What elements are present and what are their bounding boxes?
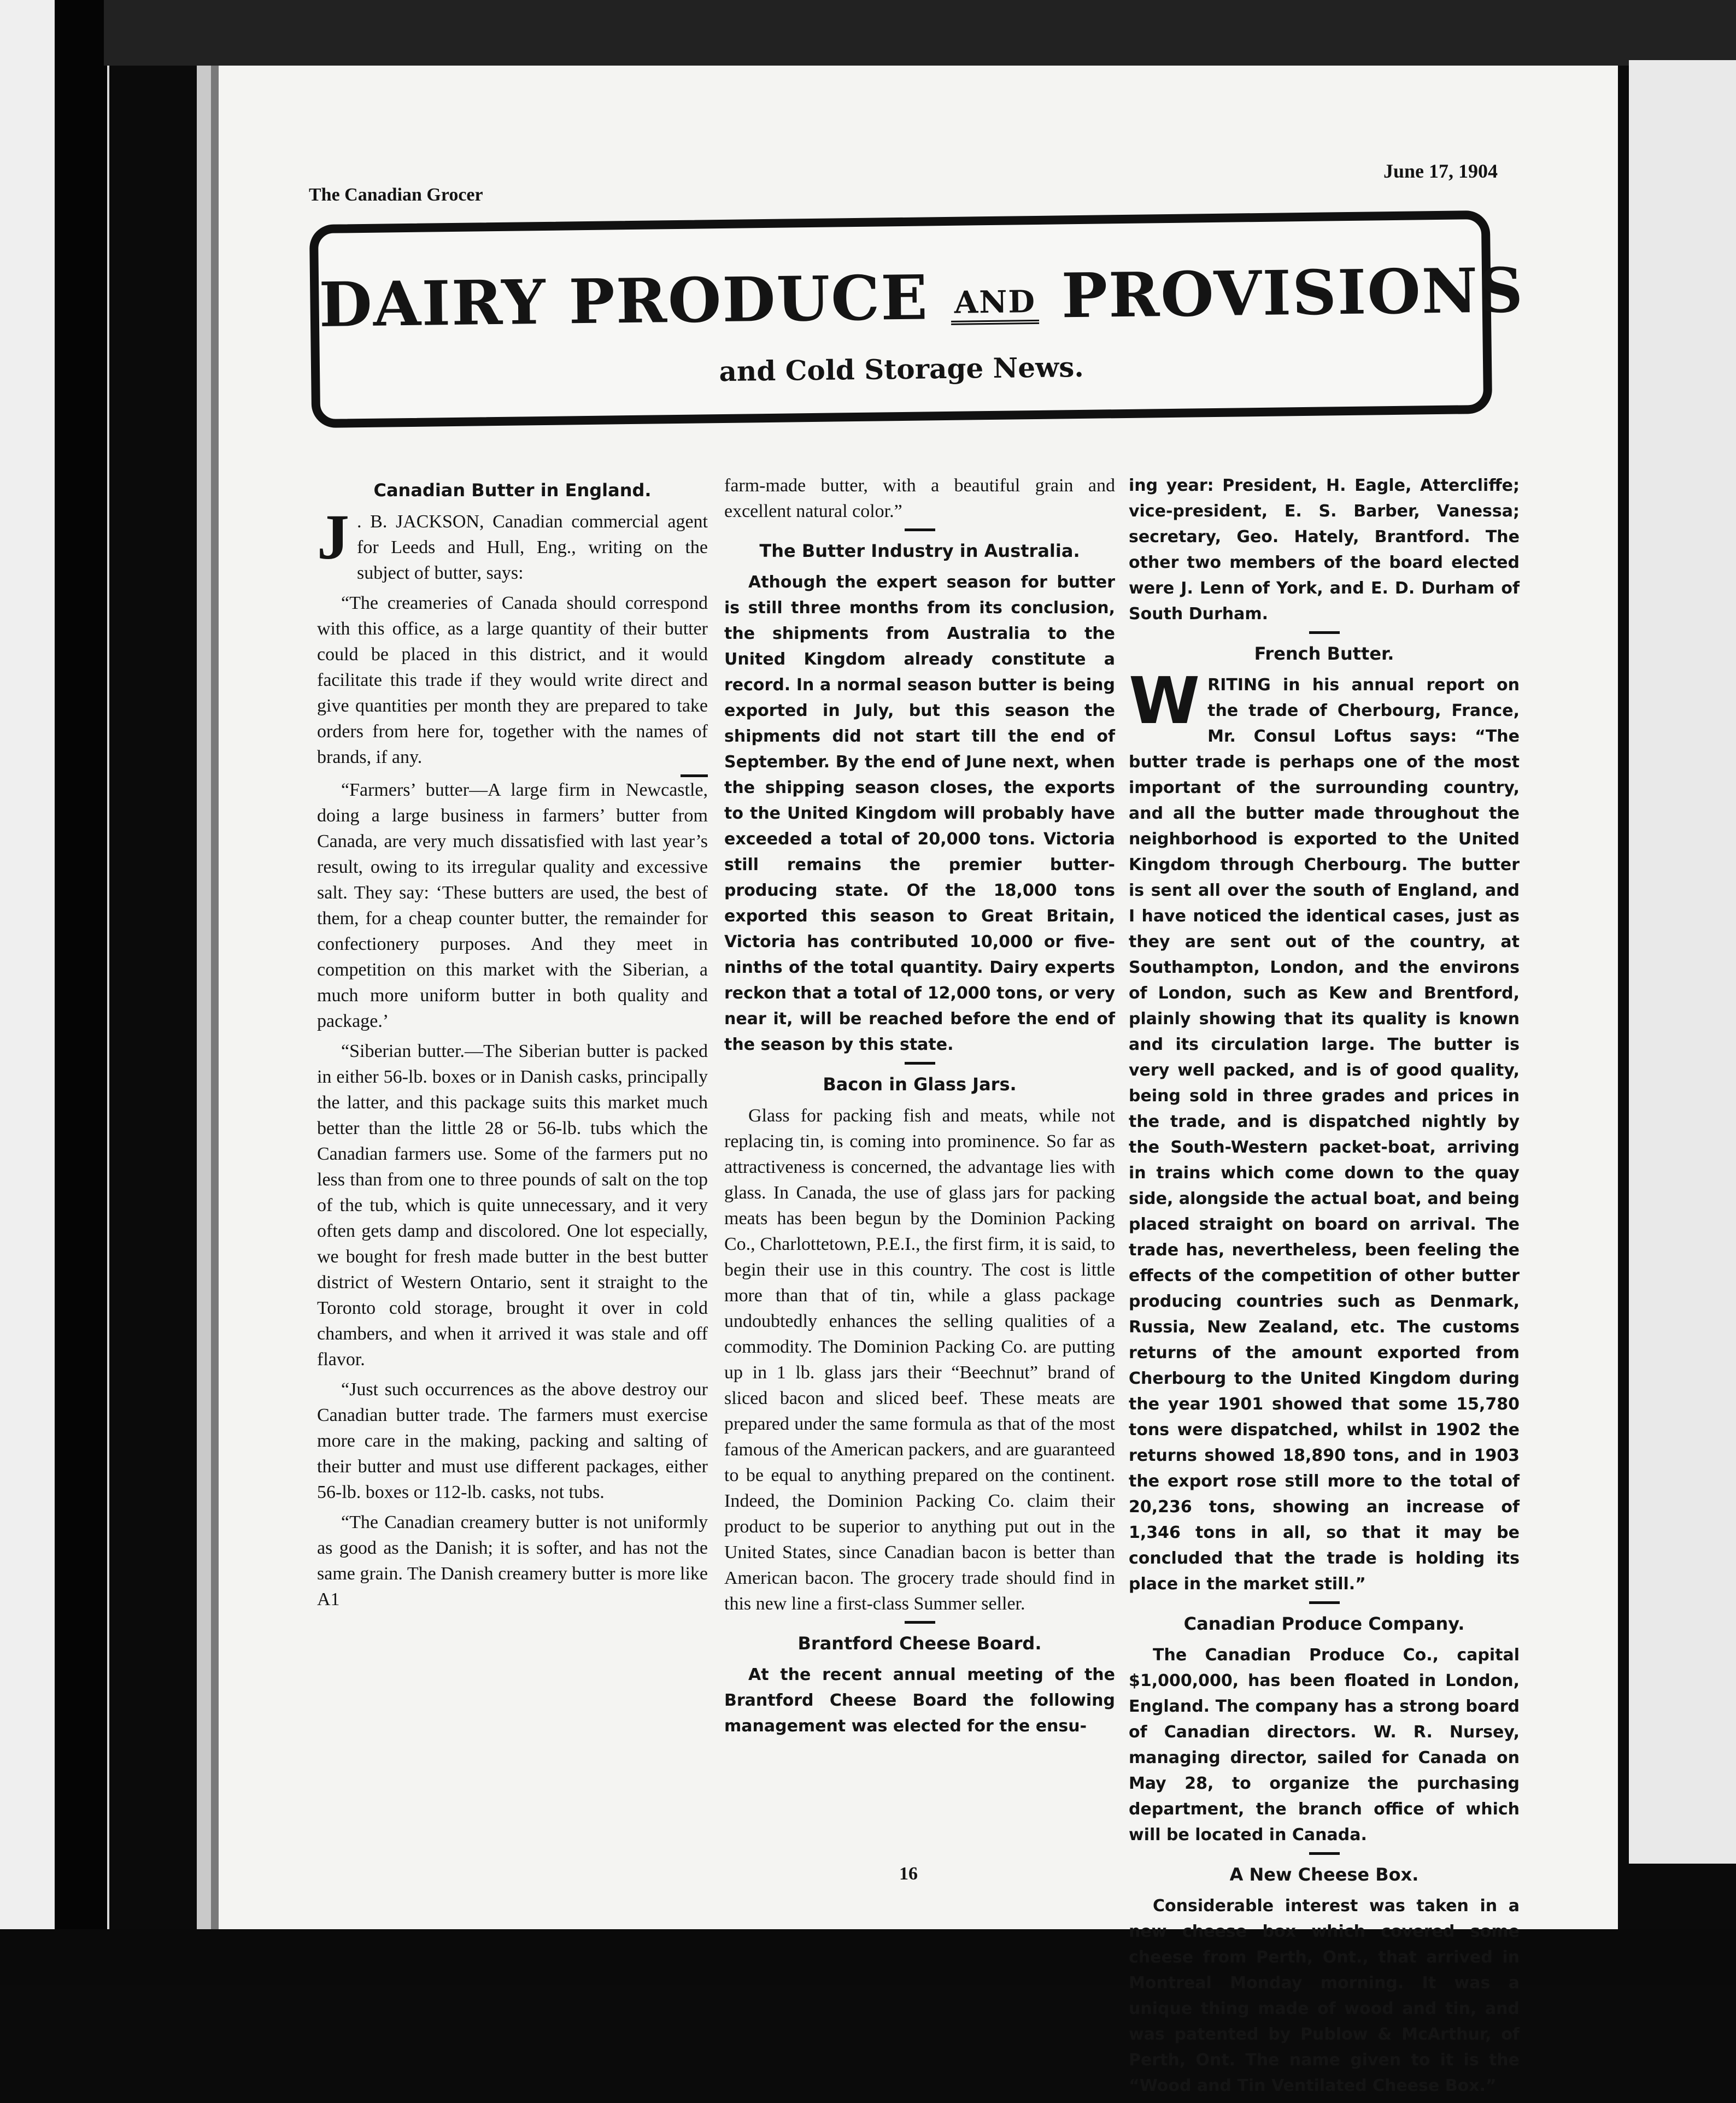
article-body-french [1129,663,1520,1597]
article-heading-cheese-box: A New Cheese Box. [1229,1864,1419,1885]
adjacent-page-edge [0,0,55,1985]
column-1 [317,473,708,1617]
adjacent-page-right [1629,60,1736,1864]
book-spine [55,0,107,1985]
article-body-australia [724,569,1115,1058]
paragraph-text: . B. JACKSON, Canadian commercial agent for Leeds and Hull, Eng., writing on the subject of butter, says: [357,512,708,583]
column-3 [1129,473,1520,2103]
banner-subtitle: and Cold Storage News. [719,350,1084,388]
issue-date: June 17, 1904 [1383,160,1498,182]
publication-name: The Canadian Grocer [309,185,483,205]
paragraph-text: RITING in his annual report on the trade of Cherbourg, France, Mr. Consul Loftus says: “The butter trade is perhaps one of the most important of the surrounding country, and all the butter made throughout the neighborhood is exported to the United Kingdom through Cherbourg. The butter is sent all over the south of England, and I have noticed the identical cases, just as they are sent out of the country, at Southampton, London, and the environs of London, such as Kew and Brentford, plainly showing that its quality is known and its circulation large. The butter is very well packed, and is of good quality, being sold in three grades and prices in the trade, and is dispatched nightly by the South-Western packet-boat, arriving in trains which come down to the quay side, alongside the actual boat, and being placed straight on board on arrival. The trade has, nevertheless, been feeling the effects of the competition of other butter producing countries such as Denmark, Russia, New Zealand, etc. The customs returns of the amount exported from Cherbourg to the United Kingdom during the year 1901 showed that some 15,780 tons were dispatched, whilst in 1902 the returns showed 18,890 tons, and in 1903 the export rose still more to the total of 20,236 tons, showing an increase of 1,346 tons in all, so that it may be concluded that the trade is holding its place in the market still.” [1129,675,1520,1594]
article-paragraph: “The Canadian creamery butter is not uniformly as good as the Danish; it is softer, and has not the same grain. The Danish creamery butter is more like A1 [317,1512,708,1609]
section-rule [1309,1601,1340,1604]
article-heading-australia: The Butter Industry in Australia. [759,541,1080,561]
article-paragraph: Athough the expert season for butter is still three months from its conclusion, the shipments from Australia to the United Kingdom already constitute a record. In a normal season butter is being exported in July, but this season the shipments did not start till the end of September. By the end of June next, when the shipping season closes, the exports to the United Kingdom will probably have exceeded a total of 20,000 tons. Victoria still remains the premier butter-producing state. Of the 18,000 tons exported this season to Great Britain, Victoria has contributed 10,000 or five-ninths of the total quantity. Dairy experts reckon that a total of 12,000 tons, or very near it, will be reached before the end of the season by this state. [724,573,1115,1054]
section-rule [1309,631,1340,634]
banner-title-left: DAIRY PRODUCE [318,262,929,341]
article-body-cheese-box [1129,1893,1520,2099]
drop-cap: W [1129,663,1200,738]
section-banner [309,210,1524,428]
article-heading-canadian-butter: Canadian Butter in England. [373,480,652,501]
article-paragraph: “The creameries of Canada should correspond with this office, as a large quantity of their butter could be placed in this district, and it would facilitate this trade if they would write direct and give quantities per month they are prepared to take orders from here for, together with the names of brands, if any. [317,593,708,767]
banner-title [318,255,1524,341]
drop-cap: J [317,501,349,573]
article-body-brantford-continued [1129,473,1520,627]
article-paragraph: “Just such occurrences as the above destroy our Canadian butter trade. The farmers must exercise more care in the making, packing and salting of their butter and must use different packages, either 56-lb. boxes or 112-lb. casks, not tubs. [317,1379,708,1502]
article-body-brantford [724,1662,1115,1739]
article-paragraph: The Canadian Produce Co., capital $1,000,000, has been floated in London, England. The company has a strong board of Canadian directors. W. R. Nursey, managing director, sailed for Canada on May 28, to organize the purchasing department, the branch office of which will be located in Canada. [1129,1646,1520,1844]
banner-title-and: AND [951,284,1039,325]
scan-border-top [104,0,1736,66]
column-2 [724,473,1115,1743]
article-paragraph: “Farmers’ butter—A large firm in Newcastle, doing a large business in farmers’ butter from Canada, are very much dissatisfied with last year’s result, owing to its irregular quality and excessive salt. They say: ‘These butters are used, the best of them, for a cheap counter butter, the remainder for confectionery purposes. And they meet in competition on this market with the Siberian, a much more uniform butter in both quality and package.’ [317,780,708,1031]
section-rule [905,1062,935,1065]
article-body-produce-co [1129,1642,1520,1848]
article-paragraph: “Siberian butter.—The Siberian butter is packed in either 56-lb. boxes or in Danish casks, principally the latter, and this package suits this market much better than the little 28 or 56-lb. tubs which the Canadian farmers use. Some of the farmers put no less than from one to three pounds of salt on the top of the tub, which is quite unnecessary, and it very often gets damp and discolored. One lot especially, we bought for fresh made butter in the best butter district of Western Ontario, sent it straight to the Toronto cold storage, brought it over in cold chambers, and when it arrived it was stale and off flavor. [317,1041,708,1370]
article-paragraph-continued: farm-made butter, with a beautiful grain and excellent natural color.” [724,475,1115,521]
article-paragraph: Glass for packing fish and meats, while not replacing tin, is coming into prominence. So far as attractiveness is concerned, the advantage lies with glass. In Canada, the use of glass jars for packing meats has been begun by the Dominion Packing Co., Charlottetown, P.E.I., the first firm, it is said, to begin their use in this country. The cost is little more than that of tin, while a glass package undoubtedly enhances the selling qualities of a commodity. The Dominion Packing Co. are putting up in 1 lb. glass jars their “Beechnut” brand of sliced bacon and sliced beef. These meats are prepared under the same formula as that of the most famous of the American packers, and are guaranteed to be equal to anything prepared on the continent. Indeed, the Dominion Packing Co. claim their product to be superior to anything put out in the United States, since Canadian bacon is better than American bacon. The grocery trade should find in this new line a first-class Summer seller. [724,1106,1115,1614]
section-rule [1309,1852,1340,1855]
article-heading-bacon: Bacon in Glass Jars. [823,1074,1017,1095]
article-paragraph [1129,663,1520,1597]
article-paragraph: Considerable interest was taken in a new cheese box which covered some cheese from Perth, Ont., that arrived in Montreal Monday morning. It was a unique thing made of wood and tin, and was patented by Publow & McArthur, of Perth, Ont. The name given to it is the “Wood and Tin Ventilated Cheese Box.” [1129,1896,1520,2095]
article-heading-french: French Butter. [1254,643,1394,664]
article-paragraph: At the recent annual meeting of the Brantford Cheese Board the following management was elected for the ensu- [724,1665,1115,1736]
article-heading-brantford: Brantford Cheese Board. [797,1633,1042,1654]
section-rule [905,528,935,531]
article-paragraph-continued: ing year: President, H. Eagle, Attercliffe; vice-president, E. S. Barber, Vanessa; secretary, Geo. Hately, Brantford. The other two members of the board elected were J. Lenn of York, and E. D. Durham of South Durham. [1129,476,1520,624]
banner-title-right: PROVISIONS [1061,255,1524,332]
section-rule [905,1621,935,1624]
page-number: 16 [899,1864,918,1884]
article-paragraph [317,501,708,586]
newspaper-page [219,66,1618,2095]
article-heading-produce-co: Canadian Produce Company. [1183,1613,1465,1634]
